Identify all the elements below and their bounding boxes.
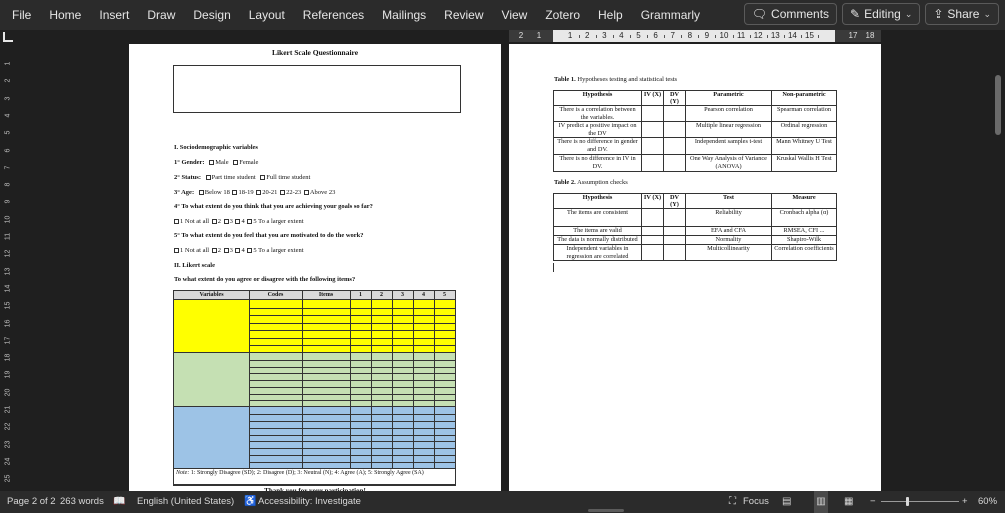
table-row-line	[249, 360, 455, 361]
table-cell[interactable]	[642, 236, 664, 245]
text-cursor	[553, 263, 554, 272]
hruler-number: 7	[670, 31, 675, 40]
table-cell[interactable]: The data is normally distributed	[554, 236, 642, 245]
header-1: 1	[359, 292, 362, 298]
table-cell[interactable]	[642, 122, 664, 138]
vruler-number: 21	[4, 405, 12, 414]
hruler-number: 1	[567, 31, 573, 40]
table-cell[interactable]	[642, 227, 664, 236]
question-gender: 1° Gender: Male Female	[174, 159, 259, 166]
read-mode-icon[interactable]: ▤	[782, 496, 792, 507]
table-cell[interactable]: The items are consistent	[554, 209, 642, 227]
table-cell[interactable]	[642, 155, 664, 172]
table-cell[interactable]: Normality	[686, 236, 772, 245]
table-column-line	[392, 407, 393, 469]
hruler-number: 6	[653, 31, 658, 40]
table-column-line	[434, 291, 435, 300]
vruler-number: 18	[4, 353, 12, 362]
share-icon: ⇪	[933, 7, 944, 21]
vruler-number: 22	[4, 422, 12, 431]
checkbox-icon[interactable]	[260, 175, 265, 180]
hruler-tick	[715, 35, 716, 38]
table-row-line	[249, 428, 455, 429]
question-status: 2° Status: Part time student Full time student	[174, 174, 311, 181]
table-cell[interactable]: There is no difference in gender and DV.	[554, 138, 642, 155]
editing-label: Editing	[864, 7, 901, 21]
table-row-line	[249, 345, 455, 346]
table-header-cell[interactable]: Hypothesis	[554, 91, 642, 106]
menu-tab-review[interactable]: Review	[444, 8, 484, 22]
table-cell[interactable]	[664, 209, 686, 227]
vruler-number: 24	[4, 457, 12, 466]
zoom-in-button[interactable]: +	[962, 496, 968, 507]
hruler-tick	[750, 35, 751, 38]
checkbox-icon[interactable]	[209, 160, 214, 165]
checkbox-icon[interactable]	[206, 175, 211, 180]
vruler-number: 16	[4, 319, 12, 327]
menu-tab-references[interactable]: References	[302, 8, 365, 22]
table-cell[interactable]: There is a correlation between the variables.	[554, 106, 642, 122]
table-row-line	[249, 380, 455, 381]
checkbox-icon[interactable]	[199, 190, 204, 195]
vruler-number: 17	[4, 336, 12, 345]
table-column-line	[302, 407, 303, 469]
table-row-line	[249, 448, 455, 449]
hruler-tick	[596, 35, 597, 38]
table-header-cell[interactable]: DV (Y)	[664, 91, 686, 106]
table-header-cell[interactable]: Parametric	[686, 91, 772, 106]
table-column-line	[350, 407, 351, 469]
checkbox-icon[interactable]	[247, 248, 252, 253]
section-likert: II. Likert scale	[174, 262, 215, 269]
header-5: 5	[443, 292, 446, 298]
scale-motivation: 1 Not at all 2 3 4 5 To a larger extent	[174, 247, 304, 254]
table-cell[interactable]	[664, 236, 686, 245]
table-row-line	[249, 455, 455, 456]
checkbox-icon[interactable]	[256, 190, 261, 195]
table-column-line	[302, 291, 303, 300]
table-cell[interactable]	[642, 209, 664, 227]
hruler-number: 14	[787, 31, 797, 40]
table-row-line	[249, 338, 455, 339]
question-age: 3° Age: Below 18 18-19 20-21 22-23 Above 23	[174, 189, 336, 196]
print-layout-icon[interactable]: ▥	[814, 491, 828, 513]
table-header-cell[interactable]: IV (X)	[642, 194, 664, 209]
table-header-cell[interactable]: Measure	[772, 194, 837, 209]
header-4: 4	[422, 292, 425, 298]
header-2: 2	[380, 292, 383, 298]
table-row	[554, 138, 837, 155]
editing-button[interactable]	[842, 3, 920, 25]
status-bar	[0, 491, 1005, 513]
table-cell[interactable]: Reliability	[686, 209, 772, 227]
question-motivation: 5° To what extent do you feel that you are motivated to do the work?	[174, 232, 364, 239]
table-cell[interactable]: EFA and CFA	[686, 227, 772, 236]
vruler-number: 25	[4, 474, 12, 483]
table-row	[554, 236, 837, 245]
web-layout-icon[interactable]: ▦	[844, 496, 854, 507]
table-row-line	[249, 330, 455, 331]
hruler-number: 1	[536, 31, 542, 40]
menu-tabs	[0, 0, 709, 30]
hruler-number: 2	[584, 31, 590, 40]
table-cell[interactable]	[642, 245, 664, 261]
table-row	[554, 155, 837, 172]
accessibility-icon[interactable]: ♿	[244, 496, 257, 507]
vruler-number: 2	[4, 78, 12, 83]
share-button[interactable]	[925, 3, 999, 25]
table-row-line	[249, 373, 455, 374]
hruler-number: 12	[753, 31, 763, 40]
header-3: 3	[401, 292, 404, 298]
hruler-tick	[630, 35, 631, 38]
horizontal-scrollbar-thumb[interactable]	[588, 509, 624, 512]
table-cell[interactable]: Spearman correlation	[772, 106, 837, 122]
assumption-table[interactable]	[553, 193, 837, 261]
horizontal-ruler[interactable]	[509, 30, 881, 42]
section-sociodemographic: I. Sociodemographic variables	[174, 144, 258, 151]
table-row-line	[249, 387, 455, 388]
hruler-number: 15	[805, 31, 814, 40]
proofing-book-icon[interactable]: 📖	[113, 496, 126, 507]
menu-tab-design[interactable]: Design	[193, 8, 231, 22]
table-row	[554, 209, 837, 227]
table-column-line	[413, 291, 414, 300]
zoom-out-button[interactable]: −	[870, 496, 876, 507]
table-cell[interactable]	[664, 138, 686, 155]
ribbon-actions	[744, 3, 999, 25]
table-row-line	[249, 441, 455, 442]
table-row-line	[249, 435, 455, 436]
likert-instruction: To what extent do you agree or disagree with the following items?	[174, 276, 356, 283]
hruler-tick	[613, 35, 614, 38]
table-row-line	[249, 367, 455, 368]
table-cell[interactable]: Independent samples t-test	[686, 138, 772, 155]
table-cell[interactable]: Cronbach alpha (α)	[772, 209, 837, 227]
table-row	[554, 122, 837, 138]
hruler-number: 8	[687, 31, 693, 40]
table-header-cell[interactable]: Test	[686, 194, 772, 209]
menu-tab-help[interactable]: Help	[598, 8, 623, 22]
vruler-number: 10	[4, 215, 12, 224]
table-cell[interactable]: One Way Analysis of Variance (ANOVA)	[686, 155, 772, 172]
vertical-scrollbar[interactable]	[991, 30, 1005, 491]
table2-caption: Table 2. Assumption checks	[554, 179, 628, 186]
hruler-number: 13	[770, 31, 780, 40]
menu-tab-insert[interactable]: Insert	[99, 8, 130, 22]
vruler-number: 9	[4, 199, 12, 204]
table-cell[interactable]	[664, 155, 686, 172]
ribbon-menu-bar	[0, 0, 1005, 30]
hruler-number: 2	[518, 31, 524, 40]
table-column-line	[350, 291, 351, 300]
accessibility-status[interactable]: Accessibility: Investigate	[258, 496, 361, 507]
vruler-number: 5	[4, 130, 12, 135]
table-cell[interactable]: The items are valid	[554, 227, 642, 236]
hruler-number: 17	[848, 31, 858, 40]
hruler-number: 3	[602, 31, 607, 40]
table-header-row	[554, 91, 837, 106]
scale-goals: 1 Not at all 2 3 4 5 To a larger extent	[174, 218, 304, 225]
checkbox-icon[interactable]	[280, 190, 285, 195]
table-cell[interactable]	[664, 245, 686, 261]
menu-tab-mailings[interactable]: Mailings	[382, 8, 427, 22]
table-header-cell[interactable]: IV (X)	[642, 91, 664, 106]
hruler-number: 18	[865, 31, 875, 40]
table-cell[interactable]: Kruskal Wallis H Test	[772, 155, 837, 172]
hruler-tick	[733, 35, 734, 38]
table-column-line	[413, 407, 414, 469]
question-goals: 4° To what extent do you think that you are achieving your goals so far?	[174, 203, 373, 210]
table-cell[interactable]: Mann Whitney U Test	[772, 138, 837, 155]
likert-variable-group[interactable]	[174, 353, 455, 407]
vruler-number: 7	[4, 165, 12, 170]
focus-icon[interactable]: ⛶	[729, 496, 736, 507]
table-header-cell[interactable]: DV (Y)	[664, 194, 686, 209]
table-cell[interactable]: Pearson correlation	[686, 106, 772, 122]
hruler-number: 5	[636, 31, 641, 40]
hypotheses-table[interactable]	[553, 90, 837, 172]
table-cell[interactable]: RMSEA, CFI ...	[772, 227, 837, 236]
table-row-line	[249, 400, 455, 401]
vruler-number: 23	[4, 440, 12, 448]
menu-tab-zotero[interactable]: Zotero	[545, 8, 581, 22]
share-label: Share	[947, 7, 980, 21]
likert-variable-group[interactable]	[174, 407, 455, 469]
hruler-tick	[784, 35, 785, 38]
table-column-line	[249, 291, 250, 300]
vruler-number: 11	[4, 232, 12, 241]
table-row-line	[249, 462, 455, 463]
document-page-1[interactable]	[129, 44, 501, 491]
hruler-tick	[681, 35, 682, 38]
checkbox-icon[interactable]	[212, 219, 217, 224]
checkbox-icon[interactable]	[233, 160, 238, 165]
likert-variable-group[interactable]	[174, 300, 455, 353]
vruler-number: 19	[4, 371, 12, 379]
vertical-ruler[interactable]	[0, 30, 16, 491]
vruler-number: 3	[4, 96, 12, 101]
menu-tab-view[interactable]: View	[501, 8, 528, 22]
hruler-tick	[647, 35, 648, 38]
table-row-line	[249, 315, 455, 316]
checkbox-icon[interactable]	[235, 248, 240, 253]
checkbox-icon[interactable]	[247, 219, 252, 224]
table-cell[interactable]	[664, 122, 686, 138]
table-column-line	[371, 407, 372, 469]
checkbox-icon[interactable]	[224, 248, 229, 253]
vruler-number: 4	[4, 113, 12, 118]
zoom-slider-thumb[interactable]	[906, 497, 909, 506]
hruler-number: 4	[619, 31, 624, 40]
table-column-line	[392, 291, 393, 300]
likert-table[interactable]	[173, 290, 456, 485]
page-count[interactable]: Page 2 of 2	[7, 496, 56, 507]
zoom-level[interactable]: 60%	[978, 496, 998, 507]
tab-selector-icon[interactable]	[3, 32, 13, 42]
menu-tab-draw[interactable]: Draw	[147, 8, 176, 22]
vruler-number: 12	[4, 249, 12, 258]
table-column-line	[434, 407, 435, 469]
table-cell[interactable]: There is no difference in IV in DV.	[554, 155, 642, 172]
vruler-number: 1	[4, 61, 12, 66]
table-cell[interactable]: Shapiro-Wilk	[772, 236, 837, 245]
header-items: Items	[318, 292, 334, 298]
table1-caption: Table 1. Hypotheses testing and statistical tests	[554, 76, 678, 83]
chevron-down-icon: ⌄	[983, 8, 991, 19]
table-row-line	[249, 308, 455, 309]
table-cell[interactable]	[664, 106, 686, 122]
table-row-line	[249, 323, 455, 324]
checkbox-icon[interactable]	[235, 219, 240, 224]
zoom-slider-track[interactable]	[881, 501, 959, 502]
checkbox-icon[interactable]	[174, 248, 179, 253]
vruler-number: 8	[4, 182, 12, 187]
header-variables: Variables	[199, 292, 224, 298]
vruler-number: 15	[4, 301, 12, 310]
hruler-number: 11	[736, 31, 746, 40]
table-header-row	[554, 194, 837, 209]
comments-button[interactable]	[744, 3, 837, 25]
table-row	[554, 227, 837, 236]
vruler-number: 6	[4, 148, 12, 152]
hruler-tick	[767, 35, 768, 38]
table-cell[interactable]	[642, 138, 664, 155]
hruler-tick	[664, 35, 665, 38]
likert-note: Note: 1: Strongly Disagree (SD); 2: Disagree (D); 3: Neutral (N); 4: Agree (A); 5: Strongly Agree (SA)	[173, 469, 456, 486]
word-count[interactable]: 263 words	[60, 496, 104, 507]
menu-tab-layout[interactable]: Layout	[248, 8, 285, 22]
header-codes: Codes	[267, 292, 284, 298]
pencil-icon: ✎	[850, 7, 861, 21]
table-cell[interactable]: IV predict a positive impact on the DV	[554, 122, 642, 138]
table-row-line	[249, 394, 455, 395]
comments-label: Comments	[771, 7, 830, 21]
table-row	[554, 245, 837, 261]
focus-button[interactable]: Focus	[743, 496, 769, 507]
menu-tab-file[interactable]: File	[12, 8, 32, 22]
vruler-number: 14	[4, 284, 12, 293]
table-column-line	[371, 291, 372, 300]
checkbox-icon[interactable]	[304, 190, 309, 195]
table-column-line	[249, 407, 250, 469]
empty-text-box[interactable]	[173, 65, 461, 113]
comment-icon: 🗨	[751, 7, 768, 21]
hruler-tick	[818, 35, 819, 38]
document-page-2[interactable]	[509, 44, 881, 491]
table-cell[interactable]: Independent variables in regression are correlated	[554, 245, 642, 261]
hruler-tick	[698, 35, 699, 38]
checkbox-icon[interactable]	[224, 219, 229, 224]
table-cell[interactable]: Multicollinearity	[686, 245, 772, 261]
checkbox-icon[interactable]	[174, 219, 179, 224]
vruler-number: 20	[4, 388, 12, 397]
chevron-down-icon: ⌄	[904, 8, 913, 19]
document-canvas[interactable]	[0, 30, 1005, 491]
table-row-line	[249, 414, 455, 415]
hruler-number: 10	[719, 31, 729, 40]
table-cell[interactable]: Ordinal regression	[772, 122, 837, 138]
menu-tab-grammarly[interactable]: Grammarly	[640, 8, 701, 22]
likert-table-header	[174, 291, 455, 300]
table-cell[interactable]: Multiple linear regression	[686, 122, 772, 138]
table-header-cell[interactable]: Non-parametric	[772, 91, 837, 106]
table-cell[interactable]: Correlation coefficients	[772, 245, 837, 261]
questionnaire-title: Likert Scale Questionnaire	[271, 48, 359, 57]
hruler-tick	[801, 35, 802, 38]
table-cell[interactable]	[642, 106, 664, 122]
table-row-line	[249, 421, 455, 422]
language-status[interactable]: English (United States)	[137, 496, 235, 507]
checkbox-icon[interactable]	[212, 248, 217, 253]
checkbox-icon[interactable]	[232, 190, 237, 195]
menu-tab-home[interactable]: Home	[49, 8, 82, 22]
table-header-cell[interactable]: Hypothesis	[554, 194, 642, 209]
scrollbar-thumb[interactable]	[995, 75, 1001, 135]
hruler-number: 9	[704, 31, 710, 40]
hruler-tick	[579, 35, 580, 38]
table-cell[interactable]	[664, 227, 686, 236]
table-row	[554, 106, 837, 122]
vruler-number: 13	[4, 267, 12, 275]
